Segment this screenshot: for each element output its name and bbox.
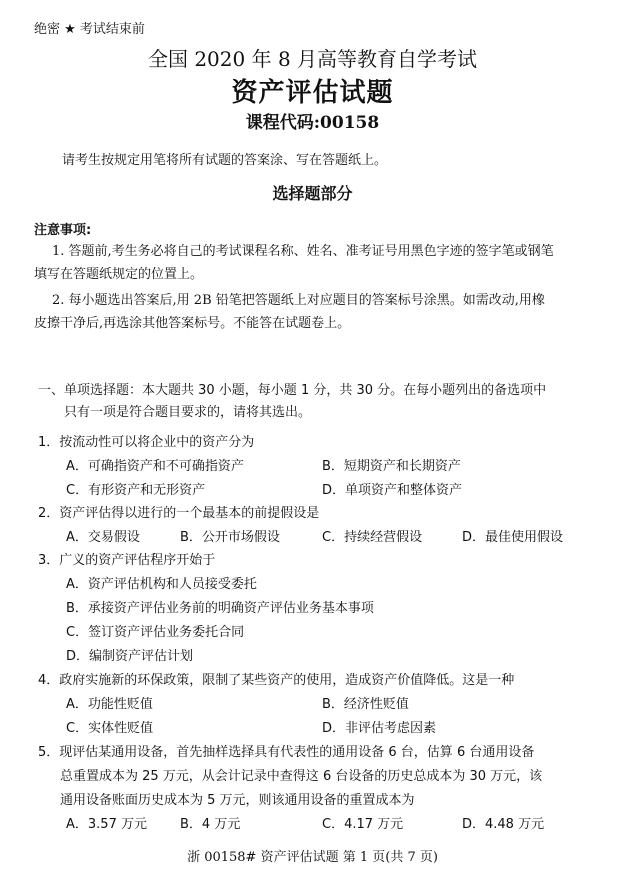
part1-heading-line-1: 一、单项选择题：本大题共 30 小题，每小题 1 分，共 30 分。在每小题列出的备选项中 <box>38 383 547 398</box>
question-5-option-c: C．4.17 万元 <box>322 817 404 832</box>
question-3-option-b: B．承接资产评估业务前的明确资产评估业务基本事项 <box>66 601 374 616</box>
notes-title: 注意事项: <box>34 223 92 238</box>
question-1-option-d: D．单项资产和整体资产 <box>322 483 463 498</box>
question-1-option-c: C．有形资产和无形资产 <box>66 483 206 498</box>
subject-title: 资产评估试题 <box>231 78 394 108</box>
question-4-stem: 4．政府实施新的环保政策，限制了某些资产的使用，造成资产价值降低。这是一种 <box>38 673 515 688</box>
question-2-option-d: D．最佳使用假设 <box>462 530 564 545</box>
part1-heading-line-2: 只有一项是符合题目要求的，请将其选出。 <box>64 405 312 420</box>
question-4-option-a: A．功能性贬值 <box>66 697 153 712</box>
question-5-stem-line-1: 5．现评估某通用设备，首先抽样选择具有代表性的通用设备 6 台，估算 6 台通用设备 <box>38 745 535 760</box>
note-2-line-1: 2. 每小题选出答案后,用 2B 铅笔把答题纸上对应题目的答案标号涂黑。如需改动,用橡 <box>52 293 545 308</box>
question-5-option-a: A．3.57 万元 <box>66 817 147 832</box>
question-3-stem: 3．广义的资产评估程序开始于 <box>38 553 216 568</box>
question-5-stem-line-3: 通用设备账面历史成本为 5 万元，则该通用设备的重置成本为 <box>60 793 415 808</box>
page-footer: 浙 00158# 资产评估试题 第 1 页(共 7 页) <box>187 850 438 865</box>
secret-mark: 绝密 ★ 考试结束前 <box>34 22 145 37</box>
question-4-option-d: D．非评估考虑因素 <box>322 721 437 736</box>
answer-instruction: 请考生按规定用笔将所有试题的答案涂、写在答题纸上。 <box>62 153 388 168</box>
note-1-line-2: 填写在答题纸规定的位置上。 <box>34 267 204 282</box>
question-5-stem-line-2: 总重置成本为 25 万元，从会计记录中查得这 6 台设备的历史总成本为 30 万元，该 <box>60 769 543 784</box>
question-2-stem: 2．资产评估得以进行的一个最基本的前提假设是 <box>38 506 320 521</box>
question-3-option-c: C．签订资产评估业务委托合同 <box>66 625 245 640</box>
question-5-option-b: B．4 万元 <box>180 817 241 832</box>
question-2-option-c: C．持续经营假设 <box>322 530 423 545</box>
question-4-option-c: C．实体性贬值 <box>66 721 154 736</box>
question-1-option-a: A．可确指资产和不可确指资产 <box>66 459 244 474</box>
course-code: 课程代码:00158 <box>245 113 380 133</box>
question-2-option-a: A．交易假设 <box>66 530 140 545</box>
question-2-option-b: B．公开市场假设 <box>180 530 280 545</box>
question-5-option-d: D．4.48 万元 <box>462 817 545 832</box>
question-1-stem: 1．按流动性可以将企业中的资产分为 <box>38 435 255 450</box>
question-3-option-d: D．编制资产评估计划 <box>66 649 194 664</box>
section-title: 选择题部分 <box>272 184 353 203</box>
note-2-line-2: 皮擦干净后,再选涂其他答案标号。不能答在试题卷上。 <box>34 316 351 331</box>
question-1-option-b: B．短期资产和长期资产 <box>322 459 461 474</box>
question-4-option-b: B．经济性贬值 <box>322 697 409 712</box>
note-1-line-1: 1. 答题前,考生务必将自己的考试课程名称、姓名、准考证号用黑色字迹的签字笔或钢笔 <box>52 244 554 259</box>
question-3-option-a: A．资产评估机构和人员接受委托 <box>66 577 257 592</box>
exam-title: 全国 2020 年 8 月高等教育自学考试 <box>147 47 478 71</box>
